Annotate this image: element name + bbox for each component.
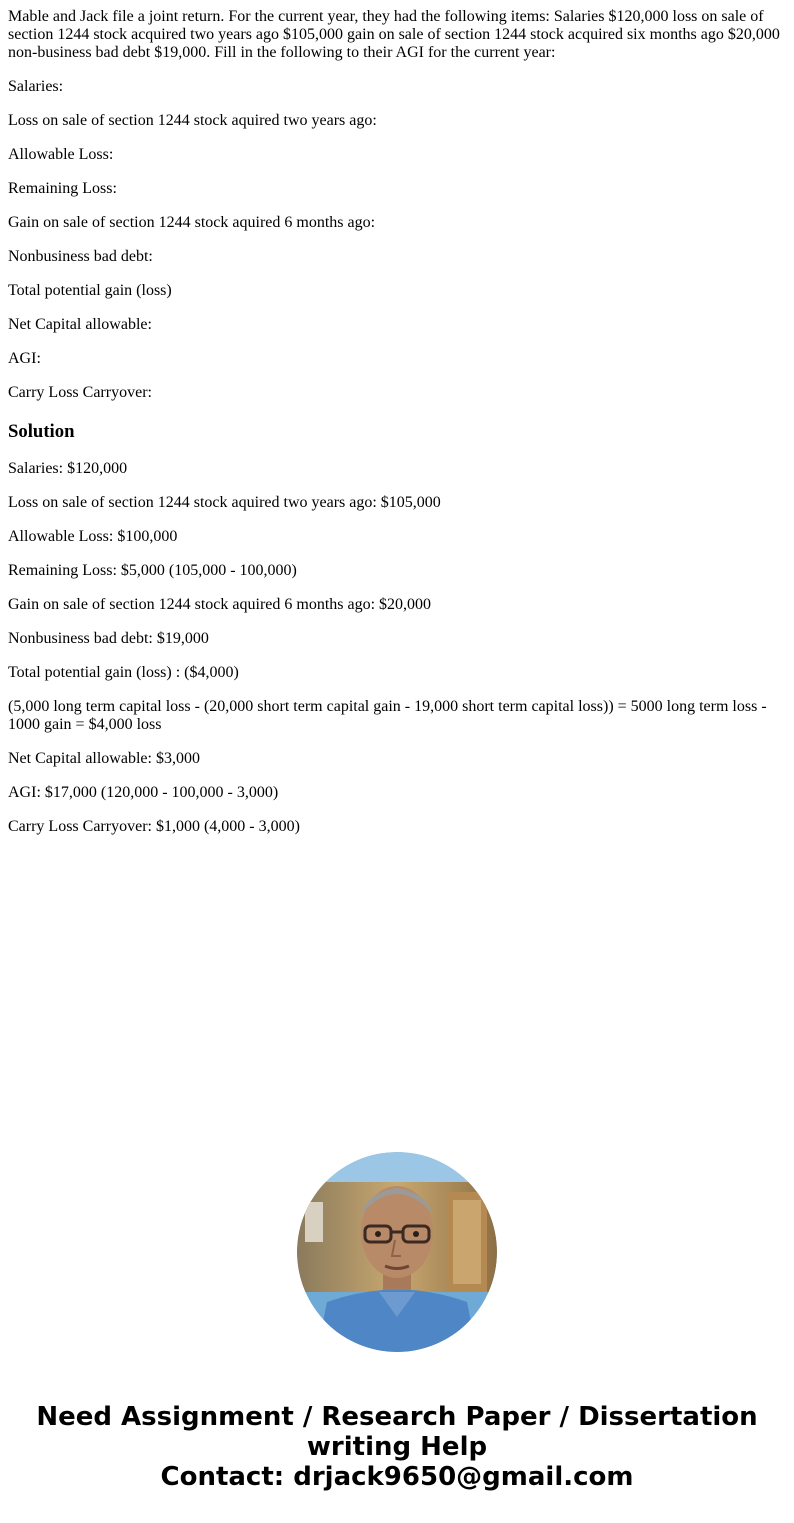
solution-line-gain-six-months: Gain on sale of section 1244 stock aquired 6 months ago: $20,000 [8,596,432,613]
solution-line-net-capital: Net Capital allowable: $3,000 [8,750,200,767]
question-label-total-gain-loss: Total potential gain (loss) [8,282,172,299]
solution-line-agi: AGI: $17,000 (120,000 - 100,000 - 3,000) [8,784,279,801]
question-label-salaries: Salaries: [8,78,64,95]
solution-line-allowable-loss: Allowable Loss: $100,000 [8,528,178,545]
question-label-allowable-loss: Allowable Loss: [8,146,114,163]
promo-line-2: Contact: drjack9650@gmail.com [160,1462,634,1492]
solution-line-total-gain-loss: Total potential gain (loss) : ($4,000) [8,664,239,681]
question-label-loss-two-years: Loss on sale of section 1244 stock aquired two years ago: [8,112,377,129]
question-label-bad-debt: Nonbusiness bad debt: [8,248,153,265]
solution-line-remaining-loss: Remaining Loss: $5,000 (105,000 - 100,000) [8,562,297,579]
question-label-agi: AGI: [8,350,41,367]
solution-lines [8,460,786,836]
solution-heading: Solution [8,421,75,442]
portrait-illustration [297,1152,497,1352]
solution-line-carryover: Carry Loss Carryover: $1,000 (4,000 - 3,000) [8,818,300,835]
question-label-carryover: Carry Loss Carryover: [8,384,152,401]
question-label-net-capital: Net Capital allowable: [8,316,152,333]
question-prompt: Mable and Jack file a joint return. For the current year, they had the following items: Salaries $120,000 loss on sale of section 1244 stock acquired two years ago $105,000 gain on sale of section 1244 stock acquired six months ago $20,000 non-business bad debt $19,000. Fill in the following to their AGI for the current year: [8,8,780,61]
solution-line-explanation: (5,000 long term capital loss - (20,000 short term capital gain - 19,000 short term capital loss)) = 5000 long term loss - 1000 gain = $4,000 loss [8,698,767,733]
question-label-remaining-loss: Remaining Loss: [8,180,117,197]
avatar [297,1152,497,1352]
promo-line-1: Need Assignment / Research Paper / Dissertation writing Help [36,1402,758,1462]
solution-line-loss-two-years: Loss on sale of section 1244 stock aquired two years ago: $105,000 [8,494,441,511]
solution-line-bad-debt: Nonbusiness bad debt: $19,000 [8,630,209,647]
promo-text [0,1402,794,1492]
question-labels [8,78,786,402]
question-label-gain-six-months: Gain on sale of section 1244 stock aquired 6 months ago: [8,214,376,231]
footer [0,1152,794,1492]
solution-line-salaries: Salaries: $120,000 [8,460,128,477]
